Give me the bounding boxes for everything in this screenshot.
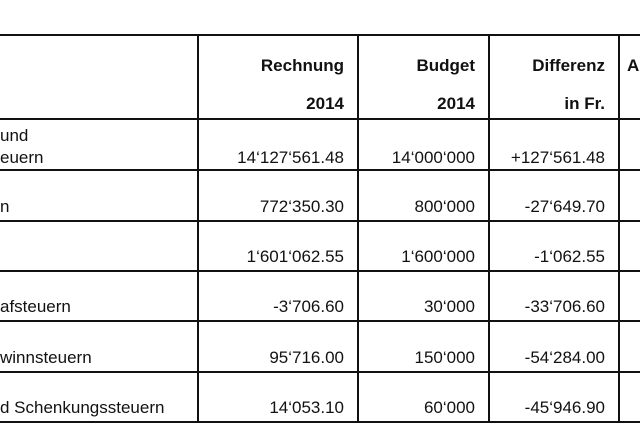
table-bottom-border (0, 421, 640, 423)
header-cut-column: A (627, 56, 640, 75)
row-divider (0, 270, 640, 272)
row-label: d Schenkungssteuern (0, 398, 165, 417)
row-label: n (0, 197, 10, 216)
header-bottom-border (0, 118, 640, 120)
column-divider (488, 34, 490, 423)
row-label: afsteuern (0, 297, 71, 316)
rechnung-value: 14‘127‘561.48 (237, 148, 344, 167)
rechnung-value: 95‘716.00 (269, 348, 344, 367)
column-divider (618, 34, 620, 423)
budget-value: 60‘000 (423, 398, 475, 417)
differenz-value: -54‘284.00 (524, 348, 605, 367)
row-divider (0, 169, 640, 171)
budget-value: 150‘000 (414, 348, 475, 367)
rechnung-value: 1‘601‘062.55 (246, 247, 344, 266)
row-divider (0, 371, 640, 373)
budget-value: 1‘600‘000 (401, 247, 475, 266)
header-budget-year: 2014 (437, 94, 475, 113)
column-divider (357, 34, 359, 423)
row-divider (0, 220, 640, 222)
rechnung-value: -3‘706.60 (273, 297, 344, 316)
differenz-value: +127‘561.48 (510, 148, 605, 167)
header-rechnung: Rechnung (260, 56, 344, 75)
column-divider (197, 34, 199, 423)
row-label: euern (0, 148, 44, 167)
differenz-value: -1‘062.55 (534, 247, 605, 266)
budget-value: 14‘000‘000 (391, 148, 475, 167)
differenz-value: -45‘946.90 (524, 398, 605, 417)
header-budget: Budget (416, 56, 475, 75)
table-top-border (0, 34, 640, 36)
rechnung-value: 772‘350.30 (259, 197, 344, 216)
header-differenz-unit: in Fr. (564, 94, 605, 113)
row-label: und (0, 126, 29, 145)
budget-value: 800‘000 (414, 197, 475, 216)
differenz-value: -27‘649.70 (524, 197, 605, 216)
row-label: winnsteuern (0, 348, 92, 367)
differenz-value: -33‘706.60 (524, 297, 605, 316)
row-divider (0, 320, 640, 322)
budget-value: 30‘000 (423, 297, 475, 316)
header-rechnung-year: 2014 (306, 94, 344, 113)
header-differenz: Differenz (532, 56, 605, 75)
rechnung-value: 14‘053.10 (269, 398, 344, 417)
